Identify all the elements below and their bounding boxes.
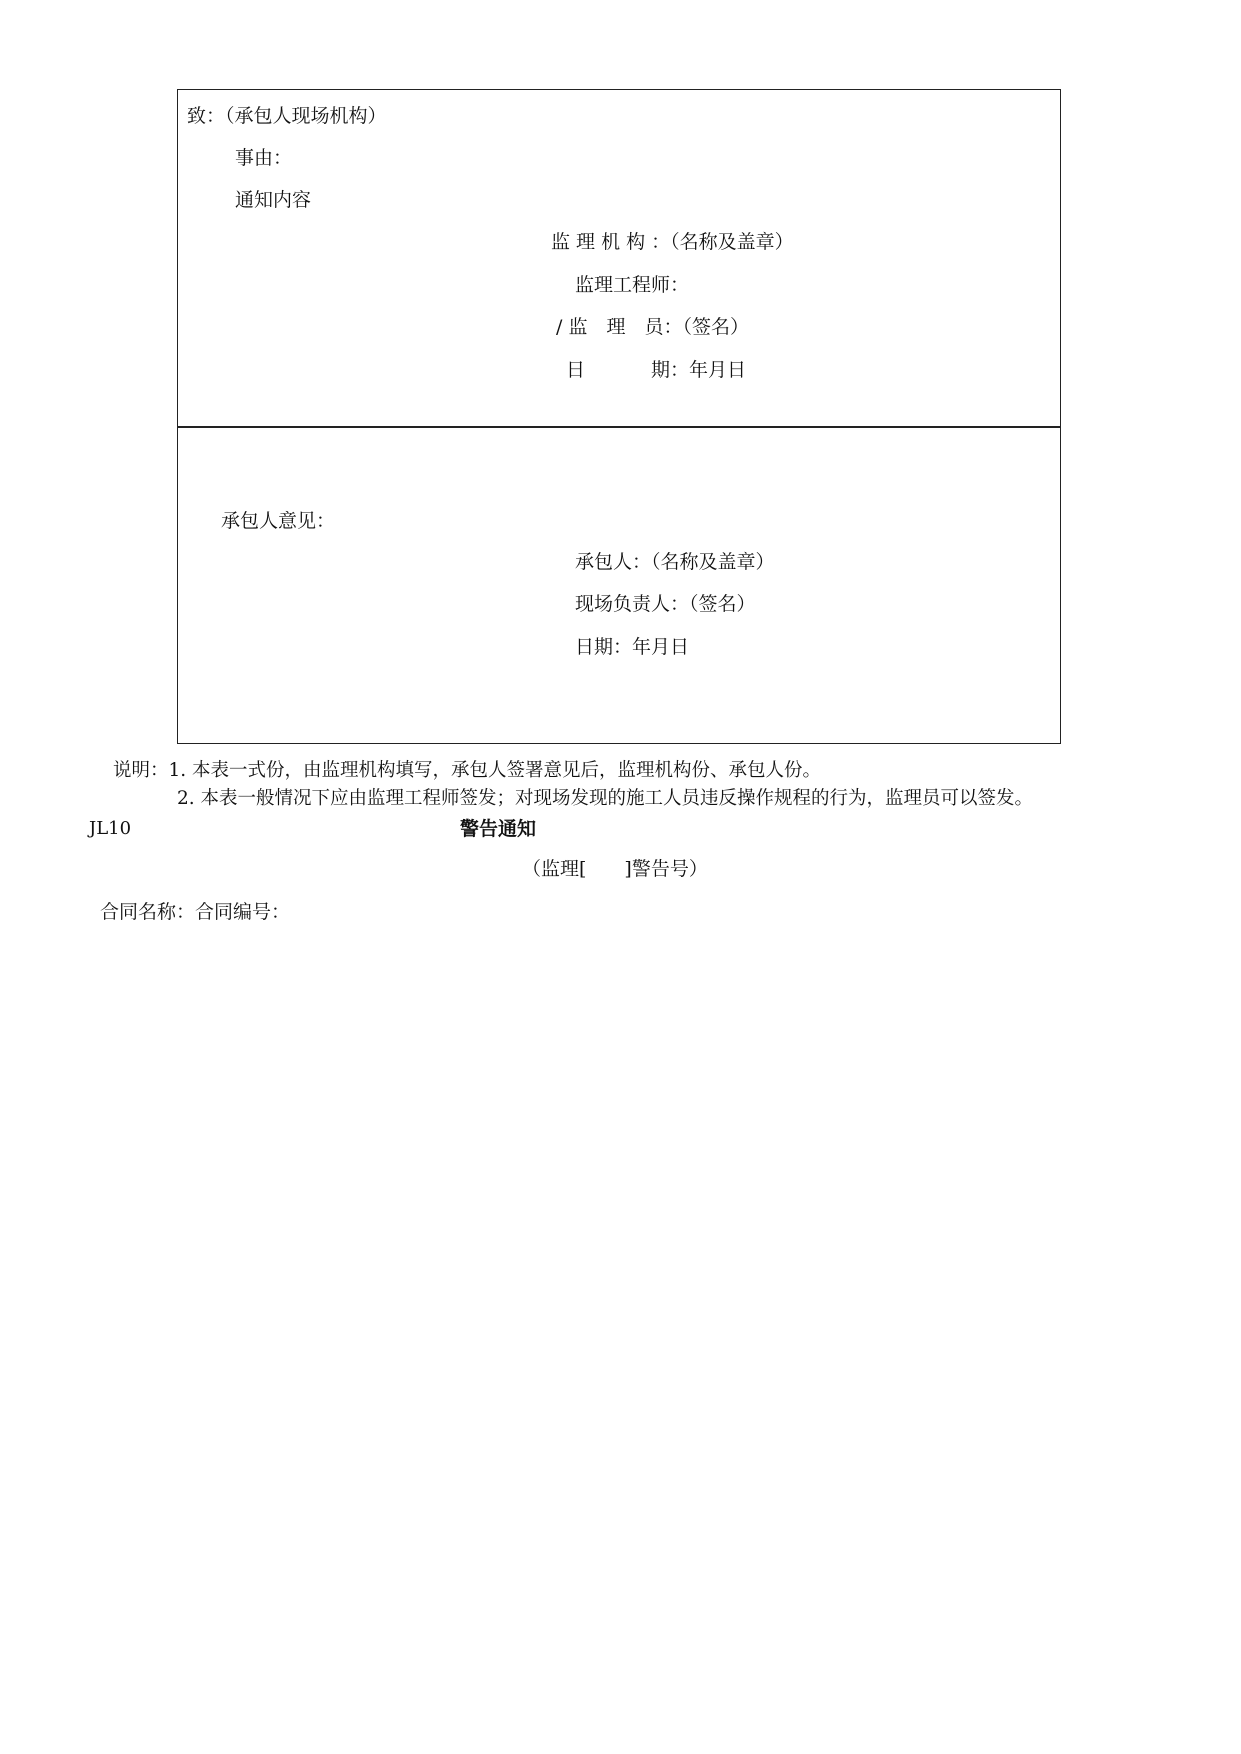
site-manager: 现场负责人：（签名） <box>575 593 756 615</box>
supervisor-org-line: 监 理 机 构 ：（名称及盖章） <box>551 231 794 253</box>
contractor-date: 日期：年月日 <box>575 636 690 658</box>
contractor-opinion: 承包人意见： <box>221 510 336 532</box>
form-code: JL10 <box>89 818 132 839</box>
form-number: （监理[ ]警告号） <box>522 858 708 880</box>
reason-line: 事由： <box>235 147 293 169</box>
date-label: 日 <box>566 359 586 381</box>
notes-line-2: 2. 本表一般情况下应由监理工程师签发；对现场发现的施工人员违反操作规程的行为，监理员可以签发。 <box>177 788 1034 809</box>
contractor-box <box>177 426 1061 744</box>
supervisor-engineer-line: 监理工程师： <box>575 274 690 296</box>
notes-line-1: 说明：1. 本表一式份，由监理机构填写，承包人签署意见后，监理机构份、承包人份。 <box>113 760 822 781</box>
notice-box <box>177 89 1061 428</box>
supervisor-staff-line: / 监 理 员：（签名） <box>556 316 749 338</box>
content-line: 通知内容 <box>235 189 312 211</box>
contractor-name: 承包人：（名称及盖章） <box>575 551 775 573</box>
to-line: 致：（承包人现场机构） <box>187 105 387 127</box>
form-title: 警告通知 <box>460 818 537 840</box>
contract-line: 合同名称：合同编号： <box>100 901 291 923</box>
date-value: 期：年月日 <box>651 359 747 381</box>
